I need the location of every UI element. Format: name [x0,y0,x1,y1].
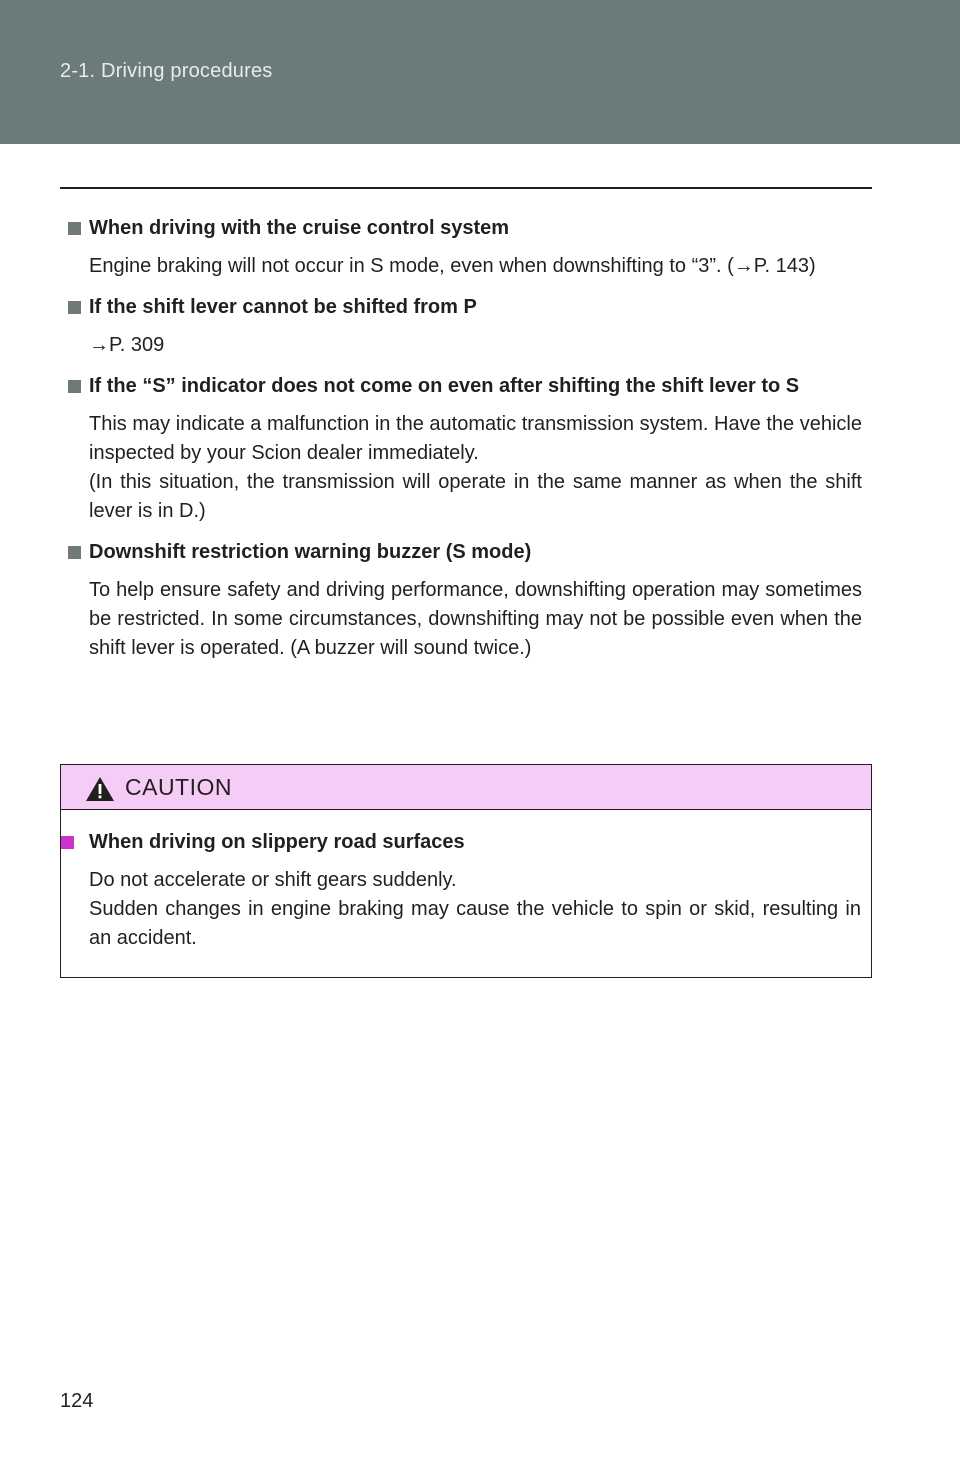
section-body [60,252,862,281]
square-bullet-icon [68,222,81,235]
section-downshift-buzzer [60,538,862,663]
square-bullet-icon [68,380,81,393]
main-content [60,214,862,675]
paragraph: To help ensure safety and driving performance, downshifting operation may sometimes be restricted. In some circumstances, downshifting may not be possible even when the shift lever is operated. (A buzzer will sound twice.) [89,579,862,659]
square-bullet-icon [68,546,81,559]
square-bullet-icon [68,301,81,314]
caution-header [61,765,871,810]
section-shift-from-p [60,293,862,360]
section-cruise-control [60,214,862,281]
section-heading: If the “S” indicator does not come on even after shifting the shift lever to S [60,372,862,401]
section-heading: If the shift lever cannot be shifted from P [60,293,862,322]
paragraph: Do not accelerate or shift gears suddenly. [89,869,457,891]
section-body [60,410,862,526]
section-heading: Downshift restriction warning buzzer (S mode) [60,538,862,567]
caution-label: CAUTION [125,774,232,800]
section-heading: When driving with the cruise control system [60,214,862,243]
paragraph: This may indicate a malfunction in the automatic transmission system. Have the vehicle inspected by your Scion dealer immediately. [89,413,862,464]
page-reference: →P. 309 [89,334,165,356]
caution-heading: When driving on slippery road surfaces [61,828,861,857]
section-s-indicator [60,372,862,526]
caution-box [60,764,872,978]
section-body [60,331,862,360]
section-title: 2-1. Driving procedures [60,60,273,82]
section-body [60,576,862,663]
caution-body [61,810,871,953]
paragraph: (In this situation, the transmission will operate in the same manner as when the shift lever is in D.) [89,471,862,522]
page-number: 124 [60,1390,94,1412]
square-bullet-icon [61,836,74,849]
paragraph: Sudden changes in engine braking may cause the vehicle to spin or skid, resulting in an accident. [89,898,861,949]
paragraph: Engine braking will not occur in S mode, even when downshifting to “3”. (→P. 143) [89,255,816,277]
header-band [0,0,960,144]
caution-text [61,866,861,953]
top-rule [60,187,872,189]
warning-triangle-icon [85,776,115,802]
